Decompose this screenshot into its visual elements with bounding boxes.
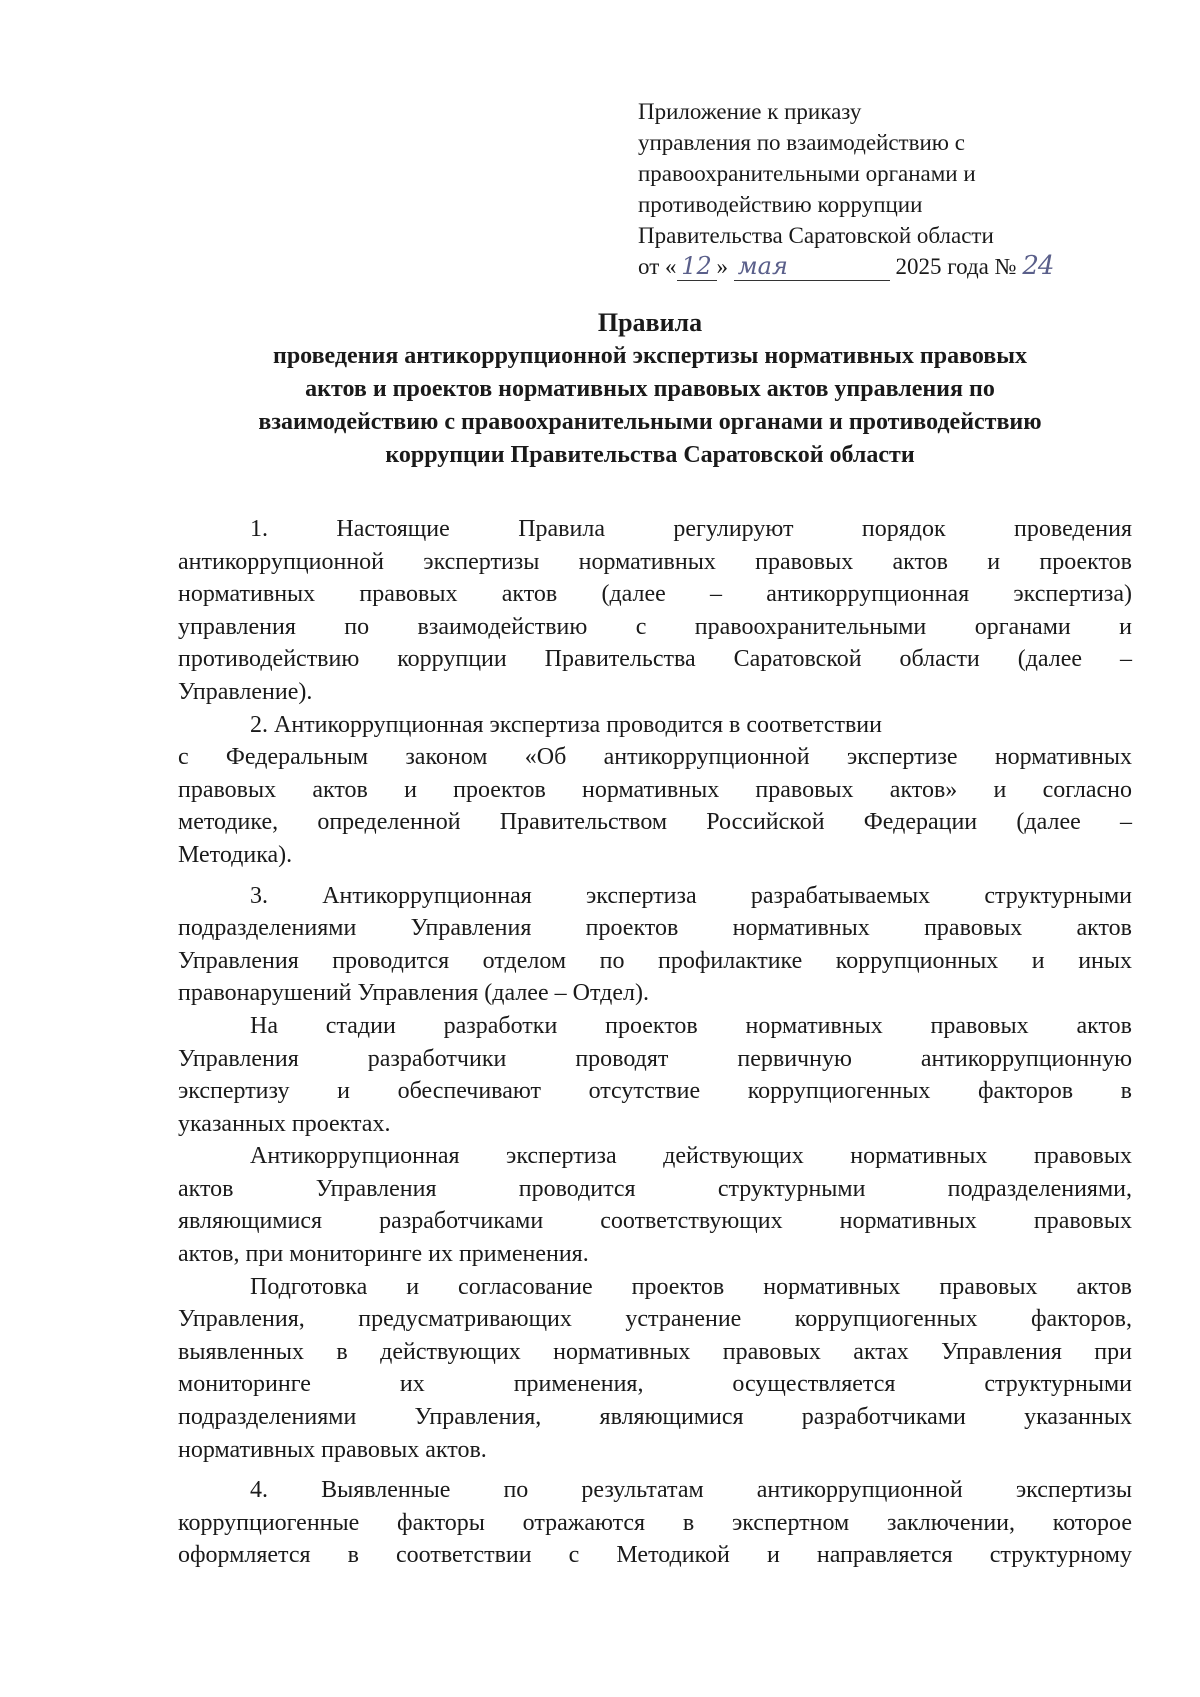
paragraph-line: Управления проводится отделом по профилактике коррупционных и иных (178, 947, 1132, 974)
paragraph-line: подразделениями Управления проектов нормативных правовых актов (178, 915, 1132, 942)
title-line: коррупции Правительства Саратовской области (385, 442, 915, 468)
paragraph-line: с Федеральным законом «Об антикоррупционной экспертизе нормативных (178, 744, 1132, 771)
paragraph-line: актов, при мониторинге их применения. (178, 1241, 589, 1268)
appendix-line: управления по взаимодействию с (638, 130, 965, 155)
date-prefix: от « (638, 254, 677, 279)
title-line: взаимодействию с правоохранительными органами и противодействию (258, 409, 1042, 435)
paragraph (178, 1474, 1132, 1572)
appendix-line: Приложение к приказу (638, 99, 862, 124)
paragraph-line: коррупциогенные факторы отражаются в экспертном заключении, которое (178, 1509, 1132, 1536)
paragraph-line: указанных проектах. (178, 1110, 391, 1137)
document-body (178, 513, 1132, 1572)
paragraph (178, 1271, 1132, 1467)
paragraph-line: 4. Выявленные по результатам антикоррупционной экспертизы (250, 1477, 1132, 1504)
paragraph-gap (178, 872, 1132, 880)
paragraph-line: подразделениями Управления, являющимися разработчиками указанных (178, 1404, 1132, 1431)
paragraph-line: 2. Антикоррупционная экспертиза проводится в соответствии (250, 711, 882, 738)
paragraph-line: антикоррупционной экспертизы нормативных правовых актов и проектов (178, 548, 1132, 575)
appendix-header (638, 96, 1108, 282)
paragraph (178, 880, 1132, 1010)
paragraph-gap (178, 1466, 1132, 1474)
order-date-line (638, 251, 1108, 282)
appendix-line: противодействию коррупции (638, 192, 923, 217)
paragraph-line: Управление). (178, 678, 313, 705)
paragraph-line: нормативных правовых актов (далее – антикоррупционная экспертиза) (178, 581, 1132, 608)
paragraph-line: На стадии разработки проектов нормативных правовых актов (250, 1012, 1132, 1039)
paragraph-line: мониторинге их применения, осуществляется структурными (178, 1371, 1132, 1398)
paragraph-line: Антикоррупционная экспертиза действующих нормативных правовых (250, 1143, 1132, 1170)
paragraph-line: 3. Антикоррупционная экспертиза разрабатываемых структурными (250, 882, 1132, 909)
paragraph-line: правовых актов и проектов нормативных правовых актов» и согласно (178, 776, 1132, 803)
paragraph (178, 709, 1132, 872)
date-quote: » (716, 254, 728, 279)
appendix-line: правоохранительными органами и (638, 161, 976, 186)
document-title (170, 306, 1130, 472)
paragraph-line: выявленных в действующих нормативных правовых актах Управления при (178, 1338, 1132, 1365)
handwritten-order-number: 24 (1022, 251, 1054, 281)
paragraph-line: Управления, предусматривающих устранение коррупциогенных факторов, (178, 1306, 1132, 1333)
paragraph-line: экспертизу и обеспечивают отсутствие коррупциогенных факторов в (178, 1078, 1132, 1105)
paragraph-line: методике, определенной Правительством Российской Федерации (далее – (178, 809, 1132, 836)
handwritten-day: 12 (677, 252, 717, 281)
paragraph (178, 513, 1132, 709)
paragraph-line: Управления разработчики проводят первичную антикоррупционную (178, 1045, 1132, 1072)
title-line: актов и проектов нормативных правовых актов управления по (305, 376, 995, 402)
paragraph-line: 1. Настоящие Правила регулируют порядок проведения (250, 516, 1132, 542)
paragraph-line: нормативных правовых актов. (178, 1436, 487, 1463)
title-line: проведения антикоррупционной экспертизы нормативных правовых (273, 343, 1027, 369)
paragraph-line: оформляется в соответствии с Методикой и направляется структурному (178, 1542, 1132, 1569)
title-main: Правила (597, 308, 703, 337)
paragraph-line: Подготовка и согласование проектов нормативных правовых актов (250, 1273, 1132, 1300)
handwritten-month: мая (734, 252, 890, 281)
paragraph-line: противодействию коррупции Правительства Саратовской области (далее – (178, 646, 1132, 673)
paragraph (178, 1010, 1132, 1140)
paragraph (178, 1140, 1132, 1270)
paragraph-line: правонарушений Управления (далее – Отдел). (178, 980, 649, 1007)
paragraph-line: управления по взаимодействию с правоохранительными органами и (178, 613, 1132, 640)
paragraph-line: Методика). (178, 841, 293, 868)
date-suffix: 2025 года № (889, 254, 1017, 279)
paragraph-line: актов Управления проводится структурными подразделениями, (178, 1175, 1132, 1202)
appendix-line: Правительства Саратовской области (638, 223, 994, 248)
paragraph-line: являющимися разработчиками соответствующих нормативных правовых (178, 1208, 1132, 1235)
